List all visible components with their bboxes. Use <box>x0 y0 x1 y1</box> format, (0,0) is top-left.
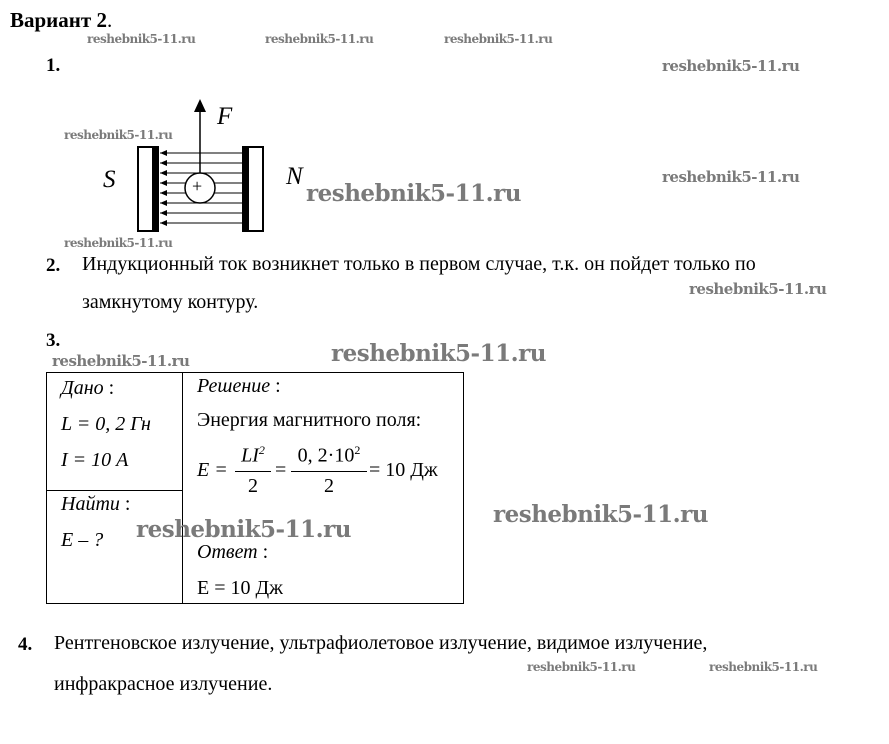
given-label: Дано : <box>61 377 115 399</box>
solution-table <box>46 372 464 604</box>
question-2-number: 2. <box>46 255 61 276</box>
watermark: reshebnik5-11.ru <box>662 168 800 186</box>
fraction-li2: $LI^2$ 2 <box>235 443 271 499</box>
given-inductance: L = 0, 2 Гн <box>61 413 151 435</box>
question-4-line-2: инфракрасное излучение. <box>54 673 273 695</box>
watermark: reshebnik5-11.ru <box>493 501 708 528</box>
answer-value: E = 10 Дж <box>197 577 283 599</box>
magnet-diagram <box>130 95 280 245</box>
fraction-values: 0, $2\cdot 10^2$ 2 <box>291 443 367 499</box>
answer-label: Ответ : <box>197 541 269 563</box>
force-label: F <box>217 103 233 130</box>
question-2-line-2: замкнутому контуру. <box>82 291 259 313</box>
watermark: reshebnik5-11.ru <box>64 236 173 250</box>
solution-label: Решение : <box>197 375 281 397</box>
current-into-page-symbol: + <box>192 176 203 196</box>
pole-s-label: S <box>103 166 116 193</box>
question-2-line-1: Индукционный ток возникнет только в первом случае, т.к. он пойдет только по <box>82 253 756 275</box>
find-label: Найти : <box>61 493 131 515</box>
question-3-number: 3. <box>46 330 61 351</box>
watermark: reshebnik5-11.ru <box>331 340 546 367</box>
page-title: Вариант 2. <box>10 8 113 32</box>
watermark: reshebnik5-11.ru <box>662 57 800 75</box>
watermark: reshebnik5-11.ru <box>709 660 818 674</box>
watermark: reshebnik5-11.ru <box>689 280 827 298</box>
formula-equals: = <box>275 459 287 481</box>
question-4-number: 4. <box>18 634 33 655</box>
question-1-number: 1. <box>46 55 61 76</box>
find-energy: E – ? <box>61 529 104 551</box>
watermark: reshebnik5-11.ru <box>306 180 521 207</box>
pole-n-label: N <box>286 163 303 190</box>
given-current: I = 10 А <box>61 449 129 471</box>
watermark: reshebnik5-11.ru <box>527 660 636 674</box>
watermark: reshebnik5-11.ru <box>64 128 173 142</box>
watermark: reshebnik5-11.ru <box>136 516 351 543</box>
energy-text: Энергия магнитного поля: <box>197 409 422 431</box>
watermark: reshebnik5-11.ru <box>52 352 190 370</box>
watermark: reshebnik5-11.ru <box>444 32 553 46</box>
watermark: reshebnik5-11.ru <box>87 32 196 46</box>
formula-result: = 10 Дж <box>369 459 438 481</box>
question-4-line-1: Рентгеновское излучение, ультрафиолетовое излучение, видимое излучение, <box>54 632 708 654</box>
formula-e: E = <box>197 459 228 481</box>
watermark: reshebnik5-11.ru <box>265 32 374 46</box>
